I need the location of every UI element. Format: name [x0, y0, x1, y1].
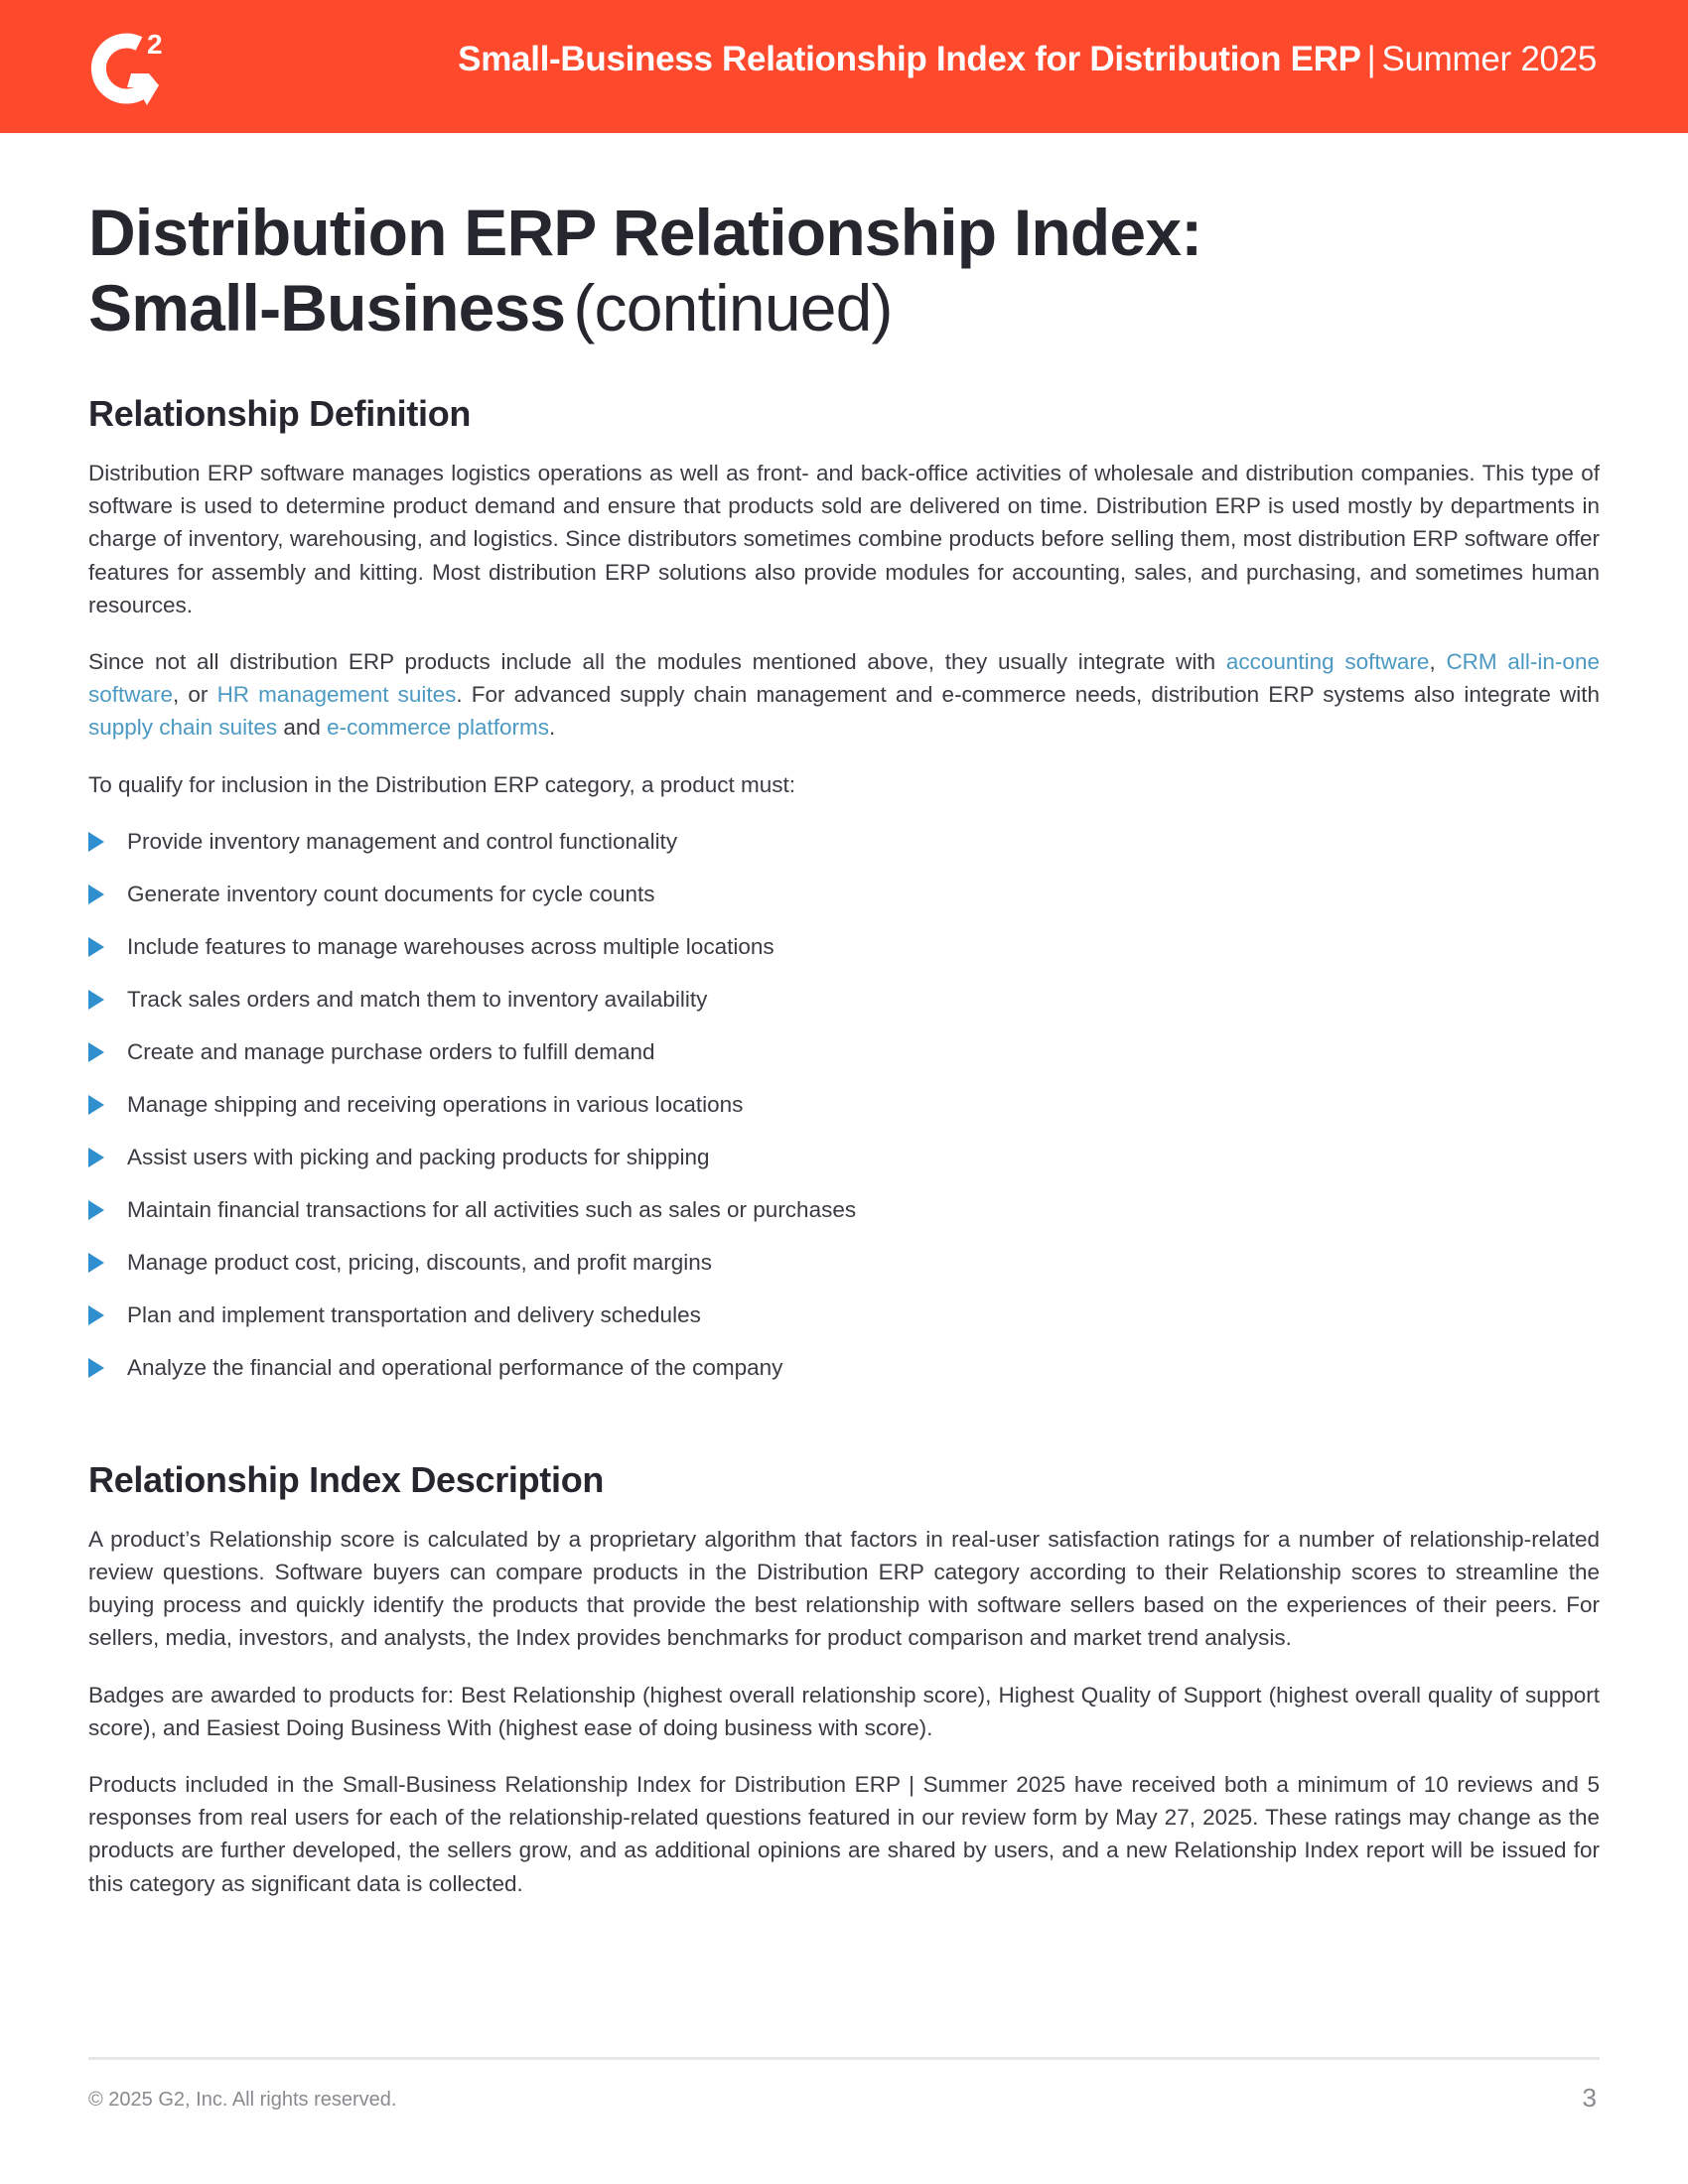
page-title-line1: Distribution ERP Relationship Index:: [88, 196, 1202, 269]
relationship-index-description-heading: Relationship Index Description: [88, 1458, 605, 1500]
criteria-text: Maintain financial transactions for all activities such as sales or purchases: [127, 1196, 857, 1222]
criteria-item: [88, 1088, 1600, 1141]
link-e-commerce-platforms[interactable]: e-commerce platforms: [327, 715, 549, 741]
triangle-bullet-icon: [88, 1095, 104, 1115]
qualification-criteria-list: [88, 825, 1600, 1404]
criteria-text: Analyze the financial and operational performance of the company: [127, 1354, 783, 1380]
criteria-text: Manage product cost, pricing, discounts, and profit margins: [127, 1249, 713, 1275]
text: .: [548, 715, 556, 741]
criteria-text: Provide inventory management and control functionality: [127, 828, 678, 854]
triangle-bullet-icon: [88, 1148, 104, 1167]
relationship-definition-heading: Relationship Definition: [88, 393, 472, 434]
criteria-item: [88, 878, 1600, 930]
index-description-paragraph-1: A product’s Relationship score is calculated by a proprietary algorithm that factors in real-user satisfaction ratings for a number of relationship-related review questions. Software buyers can compare products in the Distribution ERP category according to their Relationship scores to streamline the buying process and quickly identify the products that provide the best relationship with software sellers based on the experiences of their peers. For sellers, media, investors, and analysts, the Index provides benchmarks for product comparison and market trend analysis.: [88, 1526, 1600, 1651]
criteria-text: Include features to manage warehouses across multiple locations: [127, 933, 774, 959]
definition-paragraph-2: [88, 645, 1600, 745]
footer-copyright: © 2025 G2, Inc. All rights reserved.: [88, 2089, 397, 2111]
page-title-continued: (continued): [573, 271, 893, 344]
criteria-item: [88, 1193, 1600, 1246]
page-title: [88, 195, 1600, 345]
criteria-item: [88, 1246, 1600, 1298]
triangle-bullet-icon: [88, 1358, 104, 1378]
link-hr-management-suites[interactable]: HR management suites: [216, 682, 457, 708]
inclusion-criteria-paragraph: Products included in the Small-Business Relationship Index for Distribution ERP | Summer 2025 have received both a minimum of 10 reviews and 5 responses from real users for each of the relationship-related questions featured in our review form by May 27, 2025. These ratings may change as the products are further developed, the sellers grow, and as additional opinions are shared by users, and a new Relationship Index report will be issued for this category as significant data is collected.: [88, 1772, 1600, 1896]
criteria-text: Assist users with picking and packing products for shipping: [127, 1144, 710, 1169]
text: Since not all distribution ERP products include all the modules mentioned above, they usually integrate with: [88, 649, 1226, 675]
footer-divider: [88, 2057, 1600, 2060]
report-title-main: Small-Business Relationship Index for Distribution ERP: [458, 40, 1361, 78]
criteria-item: [88, 1298, 1600, 1351]
link-accounting-software[interactable]: accounting software: [1225, 649, 1430, 675]
triangle-bullet-icon: [88, 885, 104, 904]
svg-text:2: 2: [147, 29, 163, 60]
criteria-text: Manage shipping and receiving operations in various locations: [127, 1091, 744, 1117]
link-crm-all-in-one-software[interactable]: CRM all-in-one software: [88, 649, 1600, 708]
criteria-item: [88, 1351, 1600, 1404]
g2-logo-icon: [87, 24, 173, 109]
definition-paragraph-1: Distribution ERP software manages logistics operations as well as front- and back-office activities of wholesale and distribution companies. This type of software is used to determine product demand and ensure that products sold are delivered on time. Distribution ERP is used mostly by departments in charge of inventory, warehousing, and logistics. Since distributors sometimes combine products before selling them, most distribution ERP software offer features for assembly and kitting. Most distribution ERP solutions also provide modules for accounting, sales, and purchasing, and sometimes human resources.: [88, 461, 1600, 617]
triangle-bullet-icon: [88, 990, 104, 1010]
criteria-item: [88, 1141, 1600, 1193]
text: . For advanced supply chain management and e-commerce needs, distribution ERP systems also integrate with: [456, 682, 1601, 708]
triangle-bullet-icon: [88, 1253, 104, 1273]
triangle-bullet-icon: [88, 1042, 104, 1062]
criteria-text: Plan and implement transportation and delivery schedules: [127, 1301, 701, 1327]
page-content: [88, 195, 1600, 1900]
criteria-item: [88, 930, 1600, 983]
qualification-intro: To qualify for inclusion in the Distribution ERP category, a product must:: [88, 771, 796, 797]
criteria-item: [88, 1035, 1600, 1088]
text: and: [277, 715, 328, 741]
triangle-bullet-icon: [88, 937, 104, 957]
badges-paragraph: Badges are awarded to products for: Best Relationship (highest overall relationship score), Highest Quality of Support (highest overall quality of support score), and Easiest Doing Business With (highest ease of doing business with score).: [88, 1682, 1600, 1740]
criteria-item: [88, 983, 1600, 1035]
report-title: [458, 40, 1597, 79]
criteria-text: Track sales orders and match them to inventory availability: [127, 986, 708, 1012]
triangle-bullet-icon: [88, 1200, 104, 1220]
text: , or: [173, 682, 217, 708]
report-title-separator: |: [1366, 40, 1376, 78]
criteria-item: [88, 825, 1600, 878]
triangle-bullet-icon: [88, 1305, 104, 1325]
text: ,: [1429, 649, 1447, 675]
criteria-text: Create and manage purchase orders to fulfill demand: [127, 1038, 655, 1064]
report-title-season: Summer 2025: [1381, 40, 1597, 78]
link-supply-chain-suites[interactable]: supply chain suites: [88, 715, 278, 741]
triangle-bullet-icon: [88, 832, 104, 852]
page-title-segment: Small-Business: [88, 271, 566, 344]
criteria-text: Generate inventory count documents for cycle counts: [127, 881, 655, 906]
report-header-band: [0, 0, 1688, 133]
page-number: 3: [1582, 2083, 1597, 2113]
